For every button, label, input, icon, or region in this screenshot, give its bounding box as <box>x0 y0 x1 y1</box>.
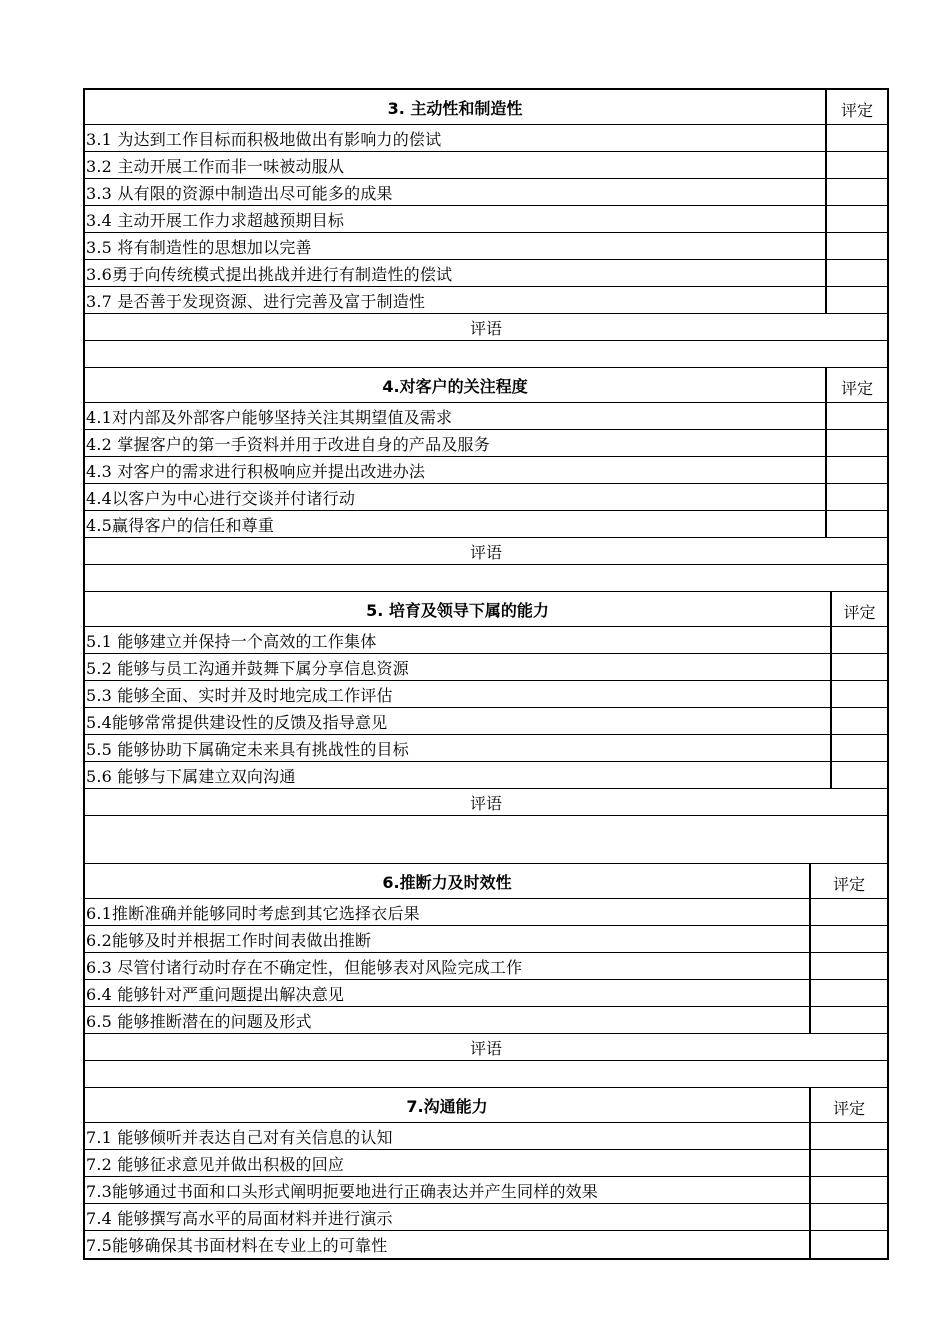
comment-label-row <box>85 789 887 816</box>
section-header <box>85 90 887 125</box>
criterion-text: 7.2 能够征求意见并做出积极的回应 <box>86 1154 345 1174</box>
rating-cell[interactable] <box>825 430 887 456</box>
criterion-row <box>85 1177 887 1204</box>
rating-cell[interactable] <box>825 152 887 178</box>
rating-cell[interactable] <box>809 953 887 979</box>
criterion-row <box>85 953 887 980</box>
criterion-row <box>85 511 887 538</box>
rating-cell[interactable] <box>830 735 887 761</box>
criterion-row <box>85 1007 887 1034</box>
criterion-text: 3.3 从有限的资源中制造出尽可能多的成果 <box>86 183 393 203</box>
criterion-row <box>85 899 887 926</box>
comment-label: 评语 <box>469 1038 502 1058</box>
rating-cell[interactable] <box>825 457 887 483</box>
criterion-text: 4.1对内部及外部客户能够坚持关注其期望值及需求 <box>86 407 453 427</box>
criterion-row <box>85 152 887 179</box>
section-title: 5. 培育及领导下属的能力 <box>366 600 549 620</box>
rating-cell[interactable] <box>809 1204 887 1230</box>
criterion-text: 5.3 能够全面、实时并及时地完成工作评估 <box>86 685 393 705</box>
criterion-text: 7.4 能够撰写高水平的局面材料并进行演示 <box>86 1208 393 1228</box>
rating-header: 评定 <box>825 90 887 124</box>
criterion-row <box>85 233 887 260</box>
criterion-text: 5.5 能够协助下属确定未来具有挑战性的目标 <box>86 739 409 759</box>
section-header <box>85 368 887 403</box>
rating-cell[interactable] <box>809 1150 887 1176</box>
comment-label: 评语 <box>469 318 502 338</box>
criterion-text: 4.5赢得客户的信任和尊重 <box>86 515 275 535</box>
criterion-text: 5.4能够常常提供建设性的反馈及指导意见 <box>86 712 388 732</box>
criterion-row <box>85 1123 887 1150</box>
criterion-row <box>85 1231 887 1258</box>
rating-cell[interactable] <box>825 484 887 510</box>
criterion-row <box>85 125 887 152</box>
criterion-row <box>85 654 887 681</box>
criterion-row <box>85 179 887 206</box>
criterion-text: 6.4 能够针对严重问题提出解决意见 <box>86 984 345 1004</box>
criterion-text: 7.3能够通过书面和口头形式阐明扼要地进行正确表达并产生同样的效果 <box>86 1181 599 1201</box>
rating-cell[interactable] <box>825 125 887 151</box>
section-header <box>85 864 887 899</box>
criterion-text: 6.1推断准确并能够同时考虑到其它选择衣后果 <box>86 903 420 923</box>
criterion-text: 4.4以客户为中心进行交谈并付诸行动 <box>86 488 356 508</box>
rating-cell[interactable] <box>809 926 887 952</box>
comment-label-row <box>85 314 887 341</box>
comment-field[interactable] <box>85 816 887 864</box>
rating-cell[interactable] <box>809 1231 887 1258</box>
comment-label-row <box>85 1034 887 1061</box>
criterion-row <box>85 1204 887 1231</box>
criterion-text: 3.7 是否善于发现资源、进行完善及富于制造性 <box>86 291 426 311</box>
comment-label: 评语 <box>469 793 502 813</box>
criterion-row <box>85 980 887 1007</box>
rating-cell[interactable] <box>825 287 887 313</box>
section-title: 6.推断力及时效性 <box>382 872 512 892</box>
rating-header: 评定 <box>809 864 887 898</box>
rating-cell[interactable] <box>809 1177 887 1203</box>
rating-cell[interactable] <box>825 260 887 286</box>
criterion-text: 3.6勇于向传统模式提出挑战并进行有制造性的偿试 <box>86 264 453 284</box>
rating-cell[interactable] <box>830 627 887 653</box>
rating-cell[interactable] <box>809 899 887 925</box>
criterion-row <box>85 430 887 457</box>
rating-cell[interactable] <box>825 403 887 429</box>
rating-cell[interactable] <box>830 708 887 734</box>
comment-field[interactable] <box>85 341 887 368</box>
criterion-row <box>85 735 887 762</box>
criterion-row <box>85 484 887 511</box>
comment-label: 评语 <box>469 542 502 562</box>
section-header <box>85 592 887 627</box>
rating-cell[interactable] <box>830 681 887 707</box>
criterion-row <box>85 457 887 484</box>
criterion-row <box>85 708 887 735</box>
criterion-row <box>85 260 887 287</box>
section-title: 4.对客户的关注程度 <box>382 376 528 396</box>
criterion-text: 7.1 能够倾听并表达自己对有关信息的认知 <box>86 1127 393 1147</box>
criterion-row <box>85 926 887 953</box>
criterion-text: 7.5能够确保其书面材料在专业上的可靠性 <box>86 1236 388 1255</box>
criterion-text: 6.3 尽管付诸行动时存在不确定性，但能够表对风险完成工作 <box>86 957 523 977</box>
criterion-row <box>85 403 887 430</box>
section-title: 7.沟通能力 <box>406 1096 488 1116</box>
rating-cell[interactable] <box>809 1007 887 1033</box>
comment-field[interactable] <box>85 1061 887 1088</box>
criterion-row <box>85 287 887 314</box>
criterion-text: 3.5 将有制造性的思想加以完善 <box>86 237 312 257</box>
criterion-row <box>85 206 887 233</box>
section-title: 3. 主动性和制造性 <box>387 98 523 118</box>
comment-field[interactable] <box>85 565 887 592</box>
criterion-text: 6.5 能够推断潜在的问题及形式 <box>86 1011 312 1031</box>
criterion-text: 4.2 掌握客户的第一手资料并用于改进自身的产品及服务 <box>86 434 490 454</box>
rating-cell[interactable] <box>809 1123 887 1149</box>
criterion-text: 5.6 能够与下属建立双向沟通 <box>86 766 296 786</box>
rating-cell[interactable] <box>830 654 887 680</box>
comment-label-row <box>85 538 887 565</box>
criterion-text: 5.2 能够与员工沟通并鼓舞下属分享信息资源 <box>86 658 409 678</box>
criterion-row <box>85 681 887 708</box>
rating-cell[interactable] <box>809 980 887 1006</box>
criterion-text: 3.2 主动开展工作而非一味被动服从 <box>86 156 345 176</box>
rating-cell[interactable] <box>825 179 887 205</box>
criterion-text: 4.3 对客户的需求进行积极响应并提出改进办法 <box>86 461 426 481</box>
criterion-row <box>85 1150 887 1177</box>
rating-cell[interactable] <box>825 233 887 259</box>
criterion-row <box>85 627 887 654</box>
section-header <box>85 1088 887 1123</box>
criterion-text: 3.1 为达到工作目标而积极地做出有影响力的偿试 <box>86 129 442 149</box>
rating-cell[interactable] <box>825 206 887 232</box>
criterion-text: 6.2能够及时并根据工作时间表做出推断 <box>86 930 372 950</box>
rating-cell[interactable] <box>825 511 887 537</box>
rating-header: 评定 <box>825 368 887 402</box>
criterion-row <box>85 762 887 789</box>
rating-header: 评定 <box>809 1088 887 1122</box>
rating-cell[interactable] <box>830 762 887 788</box>
criterion-text: 5.1 能够建立并保持一个高效的工作集体 <box>86 631 377 651</box>
rating-header: 评定 <box>830 592 887 626</box>
evaluation-form <box>83 88 889 1260</box>
criterion-text: 3.4 主动开展工作力求超越预期目标 <box>86 210 345 230</box>
